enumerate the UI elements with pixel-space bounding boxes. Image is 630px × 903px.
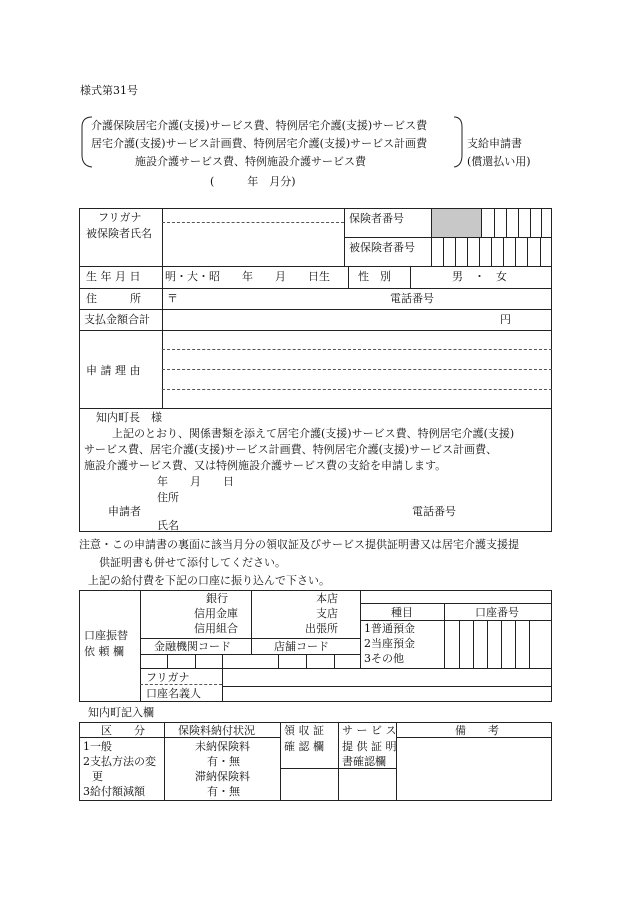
- declaration-line-3: 施設介護サービス費、又は特例施設介護サービス費の支給を申請します。: [84, 459, 447, 472]
- col-service-3: 書確認欄: [342, 755, 386, 768]
- col-notes: 備 考: [455, 724, 499, 737]
- transfer-instruction: 上記の給付費を下記の口座に振り込んで下さい。: [88, 574, 330, 587]
- branch-code-label: 店舗コード: [274, 640, 329, 653]
- col-kubun: 区 分: [101, 724, 145, 737]
- birth-label: 生 年 月 日: [86, 270, 141, 283]
- declaration-line-1: 上記のとおり、関係書類を添えて居宅介護(支援)サービス費、特例居宅介護(支援): [112, 427, 515, 440]
- holder-label: 口座名義人: [146, 687, 201, 700]
- kubun-2b: 更: [92, 770, 103, 783]
- declaration-date[interactable]: 年 月 日: [157, 475, 234, 488]
- applicant-address-label: 住所: [157, 491, 179, 504]
- insured-number-label: 被保険者番号: [349, 241, 415, 254]
- applicant-name-label: 氏名: [157, 519, 179, 532]
- account-number-label: 口座番号: [475, 606, 519, 619]
- address-label: 住 所: [86, 292, 141, 305]
- addressee: 知内町長 様: [96, 411, 162, 424]
- honten-label: 本店: [316, 592, 338, 605]
- overdue-yesno[interactable]: 有・無: [207, 785, 240, 798]
- kubun-3: 3給付額減額: [83, 785, 145, 798]
- unpaid-yesno[interactable]: 有・無: [207, 755, 240, 768]
- col-service-1: サ ー ビ ス: [342, 724, 397, 737]
- title-period: ( 年 月分): [210, 175, 296, 188]
- title-line-3: 施設介護サービス費、特例施設介護サービス費: [135, 155, 366, 168]
- institution-code-label: 金融機関コード: [154, 640, 231, 653]
- note-line-1: 注意・この申請書の裏面に該当月分の領収証及びサービス提供証明書又は居宅介護支援提: [79, 538, 519, 551]
- col-premium-status: 保険料納付状況: [178, 724, 255, 737]
- overdue-premium: 滞納保険料: [195, 770, 250, 783]
- shiten-label: 支店: [316, 607, 338, 620]
- col-service-2: 提 供 証 明: [342, 740, 397, 753]
- account-type-label: 種目: [391, 606, 413, 619]
- sex-value[interactable]: 男 ・ 女: [452, 270, 507, 283]
- shinkin-label: 信用金庫: [194, 607, 238, 620]
- bank-section-label-2: 依 頼 欄: [84, 645, 124, 658]
- kubun-1: 1一般: [83, 740, 112, 753]
- shucchojo-label: 出張所: [305, 622, 338, 635]
- form-number: 様式第31号: [80, 84, 138, 97]
- applicant-label: 申請者: [108, 505, 141, 518]
- col-receipt-2: 確 認 欄: [284, 740, 324, 753]
- account-type-1[interactable]: 1普通預金: [364, 622, 415, 635]
- col-receipt-1: 領 収 証: [284, 724, 324, 737]
- title-line-2: 居宅介護(支援)サービス計画費、特例居宅介護(支援)サービス計画費: [91, 137, 428, 150]
- account-type-3[interactable]: 3その他: [364, 652, 404, 665]
- title-line-1: 介護保険居宅介護(支援)サービス費、特例居宅介護(支援)サービス費: [91, 119, 428, 132]
- kumiai-label: 信用組合: [194, 622, 238, 635]
- account-type-2[interactable]: 2当座預金: [364, 637, 415, 650]
- birth-value[interactable]: 明・大・昭 年 月 日生: [165, 270, 330, 283]
- title-application: 支給申請書: [467, 137, 522, 150]
- declaration-line-2: サービス費、居宅介護(支援)サービス計画費、特例居宅介護(支援)サービス計画費、: [84, 443, 498, 456]
- title-reimbursement: (償還払い用): [467, 155, 531, 168]
- bank-section-label-1: 口座振替: [84, 629, 128, 642]
- applicant-section: [79, 208, 552, 532]
- bank-label: 銀行: [206, 592, 228, 605]
- total-label: 支払金額合計: [84, 313, 150, 326]
- sex-label: 性 別: [358, 270, 391, 283]
- yen-label: 円: [500, 313, 511, 326]
- insurer-number-label: 保険者番号: [349, 212, 404, 225]
- office-use-heading: 知内町記入欄: [88, 706, 154, 719]
- unpaid-premium: 未納保険料: [195, 740, 250, 753]
- postal-mark: 〒: [167, 292, 178, 305]
- kubun-2: 2支払方法の変: [83, 755, 156, 768]
- note-line-2: 供証明書も併せて添付してください。: [99, 556, 286, 569]
- phone-label: 電話番号: [390, 292, 434, 305]
- insured-name-label: 被保険者氏名: [86, 227, 152, 240]
- reason-label: 申 請 理 由: [86, 364, 141, 377]
- left-brace: [0, 0, 1, 1]
- applicant-phone-label: 電話番号: [412, 505, 456, 518]
- furigana-label: フリガナ: [98, 211, 142, 224]
- holder-furigana-label: フリガナ: [146, 671, 190, 684]
